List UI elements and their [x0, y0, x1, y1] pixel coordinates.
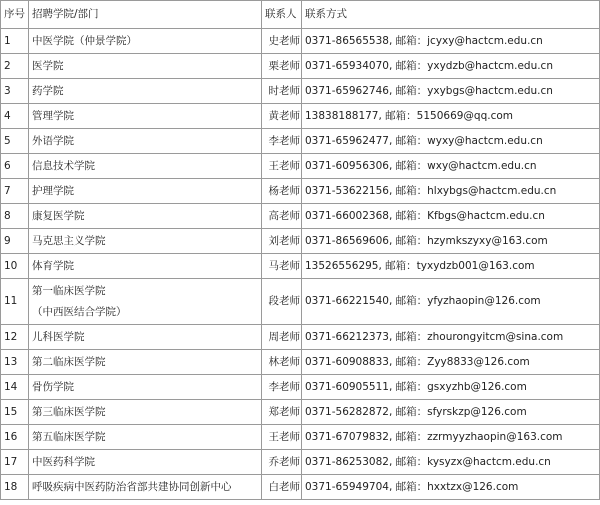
row-recruiting-unit: 第二临床医学院: [29, 350, 262, 375]
email-address: Zyy8833@126.com: [427, 355, 530, 368]
email-address: zzrmyyzhaopin@163.com: [427, 430, 563, 443]
phone-number: 0371-66212373,: [305, 330, 393, 343]
row-recruiting-unit: 骨伤学院: [29, 375, 262, 400]
email-label: 邮箱：: [395, 134, 428, 147]
table-row: [1, 79, 600, 104]
row-contact-method: [302, 229, 600, 254]
row-recruiting-unit: 外语学院: [29, 129, 262, 154]
row-recruiting-unit: 中医药科学院: [29, 450, 262, 475]
email-address: Kfbgs@hactcm.edu.cn: [427, 209, 545, 222]
table-row: [1, 204, 600, 229]
email-label: 邮箱：: [385, 109, 417, 122]
table-row: [1, 179, 600, 204]
row-contact-person: 杨老师: [262, 179, 302, 204]
email-label: 邮箱：: [395, 480, 428, 493]
phone-number: 0371-86565538,: [305, 34, 393, 47]
row-contact-person: 马老师: [262, 254, 302, 279]
phone-number: 0371-86569606,: [305, 234, 393, 247]
table-body: [1, 29, 600, 500]
row-recruiting-unit: 体育学院: [29, 254, 262, 279]
row-serial-no: 10: [1, 254, 29, 279]
row-contact-method: [302, 79, 600, 104]
row-contact-person: 周老师: [262, 325, 302, 350]
phone-number: 0371-60905511,: [305, 380, 393, 393]
row-contact-person: 乔老师: [262, 450, 302, 475]
table-row: [1, 129, 600, 154]
row-contact-method: [302, 129, 600, 154]
email-label: 邮箱：: [395, 209, 428, 222]
email-address: yxybgs@hactcm.edu.cn: [427, 84, 553, 97]
phone-number: 0371-67079832,: [305, 430, 393, 443]
row-contact-method: [302, 54, 600, 79]
phone-number: 0371-65962477,: [305, 134, 393, 147]
table-row: [1, 450, 600, 475]
phone-number: 0371-66221540,: [305, 295, 393, 307]
email-label: 邮箱：: [395, 234, 428, 247]
row-contact-person: 郑老师: [262, 400, 302, 425]
table-row: [1, 425, 600, 450]
phone-number: 0371-60956306,: [305, 159, 393, 172]
row-serial-no: 12: [1, 325, 29, 350]
row-serial-no: 13: [1, 350, 29, 375]
row-contact-person: 李老师: [262, 129, 302, 154]
row-serial-no: 9: [1, 229, 29, 254]
email-address: sfyrskzp@126.com: [427, 405, 527, 418]
email-label: 邮箱：: [395, 330, 428, 343]
email-address: zhourongyitcm@sina.com: [427, 330, 564, 343]
phone-number: 13838188177,: [305, 109, 382, 122]
row-recruiting-unit: 呼吸疾病中医药防治省部共建协同创新中心: [29, 475, 262, 500]
email-address: hlxybgs@hactcm.edu.cn: [427, 184, 557, 197]
row-contact-person: 时老师: [262, 79, 302, 104]
row-contact-person: 王老师: [262, 425, 302, 450]
email-label: 邮箱：: [395, 59, 428, 72]
row-contact-person: 林老师: [262, 350, 302, 375]
row-contact-person: 栗老师: [262, 54, 302, 79]
row-serial-no: 15: [1, 400, 29, 425]
email-address: jcyxy@hactcm.edu.cn: [427, 34, 543, 47]
row-serial-no: 14: [1, 375, 29, 400]
email-label: 邮箱：: [395, 184, 428, 197]
phone-number: 0371-65934070,: [305, 59, 393, 72]
row-contact-method: [302, 254, 600, 279]
email-address: 5150669@qq.com: [416, 109, 514, 122]
row-serial-no: 2: [1, 54, 29, 79]
email-label: 邮箱：: [395, 405, 428, 418]
row-serial-no: 16: [1, 425, 29, 450]
email-label: 邮箱：: [395, 295, 428, 307]
row-contact-method: [302, 350, 600, 375]
row-recruiting-unit: [29, 279, 262, 325]
header-serial-no: 序号: [1, 1, 29, 29]
row-contact-method: [302, 154, 600, 179]
unit-name-line-2: （中西医结合学院）: [32, 305, 127, 318]
row-contact-person: 李老师: [262, 375, 302, 400]
row-contact-method: [302, 400, 600, 425]
row-contact-method: [302, 104, 600, 129]
table-row: [1, 254, 600, 279]
table-row: [1, 229, 600, 254]
row-recruiting-unit: 信息技术学院: [29, 154, 262, 179]
row-contact-method: [302, 475, 600, 500]
phone-number: 0371-56282872,: [305, 405, 393, 418]
table-row: [1, 475, 600, 500]
phone-number: 0371-53622156,: [305, 184, 393, 197]
row-contact-method: [302, 325, 600, 350]
email-label: 邮箱：: [395, 34, 428, 47]
row-recruiting-unit: 马克思主义学院: [29, 229, 262, 254]
row-contact-method: [302, 375, 600, 400]
row-recruiting-unit: 儿科医学院: [29, 325, 262, 350]
row-contact-person: 白老师: [262, 475, 302, 500]
row-serial-no: 6: [1, 154, 29, 179]
row-recruiting-unit: 管理学院: [29, 104, 262, 129]
phone-number: 0371-86253082,: [305, 455, 393, 468]
email-address: yfyzhaopin@126.com: [427, 295, 541, 307]
row-serial-no: 8: [1, 204, 29, 229]
row-recruiting-unit: 中医学院（仲景学院）: [29, 29, 262, 54]
table-row: [1, 400, 600, 425]
row-contact-person: 段老师: [262, 279, 302, 325]
row-serial-no: 18: [1, 475, 29, 500]
email-address: gsxyzhb@126.com: [427, 380, 527, 393]
email-address: hxxtzx@126.com: [427, 480, 519, 493]
email-address: wyxy@hactcm.edu.cn: [427, 134, 543, 147]
email-address: hzymkszyxy@163.com: [427, 234, 548, 247]
phone-number: 0371-60908833,: [305, 355, 393, 368]
row-contact-person: 刘老师: [262, 229, 302, 254]
row-contact-method: [302, 450, 600, 475]
row-contact-person: 高老师: [262, 204, 302, 229]
phone-number: 0371-66002368,: [305, 209, 393, 222]
table-row: [1, 29, 600, 54]
row-serial-no: 4: [1, 104, 29, 129]
phone-number: 13526556295,: [305, 259, 382, 272]
row-contact-method: [302, 179, 600, 204]
table-row: [1, 154, 600, 179]
row-serial-no: 11: [1, 279, 29, 325]
email-label: 邮箱：: [385, 259, 417, 272]
email-address: wxy@hactcm.edu.cn: [427, 159, 537, 172]
email-address: yxydzb@hactcm.edu.cn: [427, 59, 553, 72]
row-recruiting-unit: 护理学院: [29, 179, 262, 204]
table-row: [1, 350, 600, 375]
email-label: 邮箱：: [395, 159, 428, 172]
row-recruiting-unit: 医学院: [29, 54, 262, 79]
table-row: [1, 325, 600, 350]
row-serial-no: 7: [1, 179, 29, 204]
row-recruiting-unit: 康复医学院: [29, 204, 262, 229]
email-label: 邮箱：: [395, 355, 428, 368]
email-label: 邮箱：: [395, 84, 428, 97]
row-contact-method: [302, 425, 600, 450]
header-contact-person: 联系人: [262, 1, 302, 29]
row-contact-person: 黄老师: [262, 104, 302, 129]
email-address: tyxydzb001@163.com: [416, 259, 535, 272]
email-label: 邮箱：: [395, 380, 428, 393]
row-contact-method: [302, 279, 600, 325]
table-row: [1, 279, 600, 325]
row-recruiting-unit: 药学院: [29, 79, 262, 104]
table-row: [1, 375, 600, 400]
table-row: [1, 104, 600, 129]
row-contact-person: 史老师: [262, 29, 302, 54]
row-contact-method: [302, 204, 600, 229]
row-serial-no: 5: [1, 129, 29, 154]
email-address: kysyzx@hactcm.edu.cn: [427, 455, 551, 468]
row-contact-method: [302, 29, 600, 54]
row-serial-no: 3: [1, 79, 29, 104]
phone-number: 0371-65949704,: [305, 480, 393, 493]
row-contact-person: 王老师: [262, 154, 302, 179]
phone-number: 0371-65962746,: [305, 84, 393, 97]
unit-name-line-1: 第一临床医学院: [32, 284, 106, 297]
row-serial-no: 17: [1, 450, 29, 475]
email-label: 邮箱：: [395, 430, 428, 443]
table-row: [1, 54, 600, 79]
row-recruiting-unit: 第三临床医学院: [29, 400, 262, 425]
table-header-row: [1, 1, 600, 29]
email-label: 邮箱：: [395, 455, 428, 468]
header-recruiting-unit: 招聘学院/部门: [29, 1, 262, 29]
header-contact-method: 联系方式: [302, 1, 600, 29]
row-serial-no: 1: [1, 29, 29, 54]
row-recruiting-unit: 第五临床医学院: [29, 425, 262, 450]
